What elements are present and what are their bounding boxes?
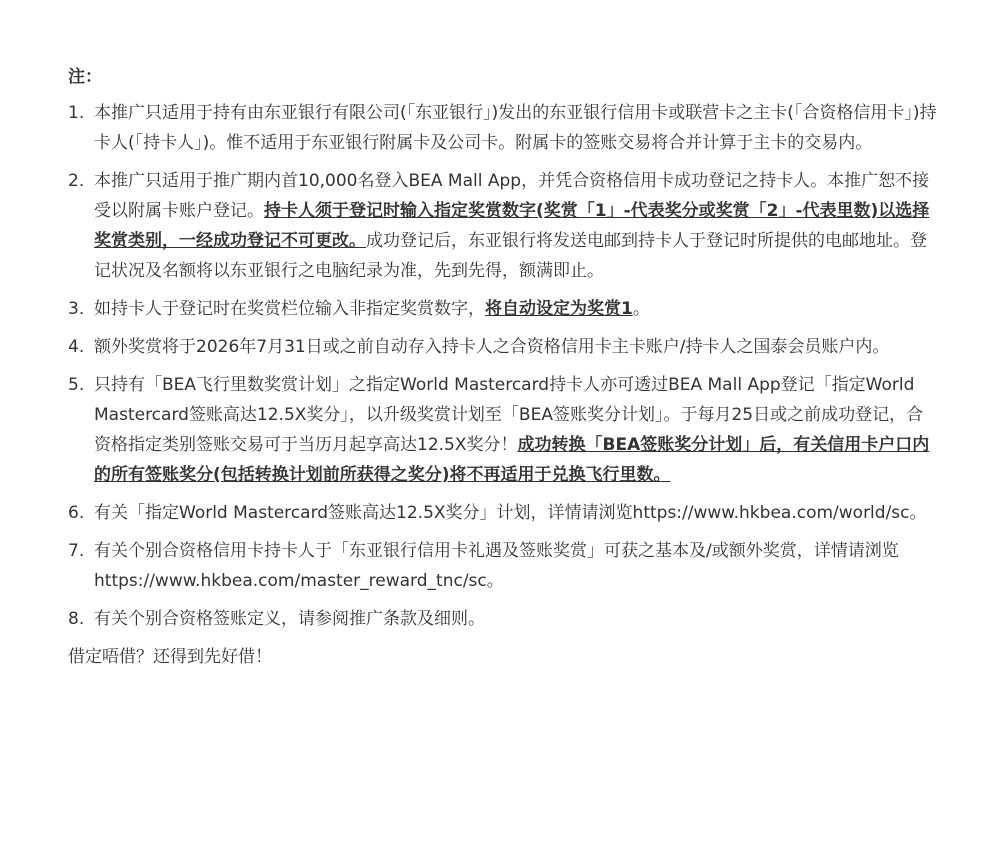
note-text-segment: 有关个别合资格信用卡持卡人于「东亚银行信用卡礼遇及签账奖赏」可获之基本及/或额外奖赏，详情请浏览https://www.hkbea.com/master_reward_tnc/sc。 [94,541,899,591]
note-text [94,609,485,629]
emphasized-text: 将自动设定为奖赏1 [485,299,633,319]
terms-document [68,62,938,672]
note-number: 1. [68,103,85,123]
note-text-segment: 成功登记后，东亚银行将发送电邮到持卡人于登记时所提供的电邮地址。登记状况及名额将以东亚银行之电脑纪录为准，先到先得，额满即止。 [94,231,927,281]
note-item [68,98,938,158]
note-item [68,604,938,634]
note-number: 7. [68,541,85,561]
note-item [68,498,938,528]
note-number: 5. [68,375,85,395]
note-text-segment: 有关个别合资格签账定义，请参阅推广条款及细则。 [94,609,485,629]
note-text [94,103,937,153]
footer-slogan: 借定唔借？还得到先好借！ [68,647,272,667]
emphasized-text: 成功转换「BEA签账奖分计划」后，有关信用卡户口内的所有签账奖分(包括转换计划前所获得之奖分)将不再适用于兑换飞行里数。 [94,435,930,485]
note-text-segment: 额外奖赏将于2026年7月31日或之前自动存入持卡人之合资格信用卡主卡账户/持卡人之国泰会员账户内。 [94,337,890,357]
note-text [94,541,899,591]
note-number: 8. [68,609,85,629]
note-number: 2. [68,171,85,191]
note-number: 6. [68,503,85,523]
note-number: 4. [68,337,85,357]
note-number: 3. [68,299,85,319]
note-item [68,166,938,286]
notes-heading: 注： [68,67,102,87]
note-text [94,375,929,485]
note-item [68,332,938,362]
note-text-segment: 。 [632,299,650,319]
note-item [68,370,938,490]
emphasized-text: 持卡人须于登记时输入指定奖赏数字(奖赏「1」-代表奖分或奖赏「2」-代表里数)以选择奖赏类别，一经成功登记不可更改。 [94,201,930,251]
note-text [94,503,927,523]
note-text [94,337,889,357]
note-text-segment: 本推广只适用于推广期内首10,000名登入BEA Mall App，并凭合资格信用卡成功登记之持卡人。本推广恕不接受以附属卡账户登记。 [94,171,930,221]
notes-list [68,98,938,634]
note-text-segment: 有关「指定World Mastercard签账高达12.5X奖分」计划，详情请浏览https://www.hkbea.com/world/sc。 [94,503,927,523]
note-text-segment: 只持有「BEA飞行里数奖赏计划」之指定World Mastercard持卡人亦可透过BEA Mall App登记「指定World Mastercard签账高达12.5X奖分」，以升级奖赏计划至「BEA签账奖分计划」。于每月25日或之前成功登记，合资格指定类别签账交易可于当历月起享高达12.5X奖分！ [94,375,924,455]
note-text-segment: 如持卡人于登记时在奖赏栏位输入非指定奖赏数字， [94,299,485,319]
note-item [68,536,938,596]
note-item [68,294,938,324]
note-text [94,299,650,319]
note-text [94,171,929,281]
note-text-segment: 本推广只适用于持有由东亚银行有限公司(「东亚银行」)发出的东亚银行信用卡或联营卡之主卡(「合资格信用卡」)持卡人(「持卡人」)。惟不适用于东亚银行附属卡及公司卡。附属卡的签账交易将合并计算于主卡的交易内。 [94,103,937,153]
